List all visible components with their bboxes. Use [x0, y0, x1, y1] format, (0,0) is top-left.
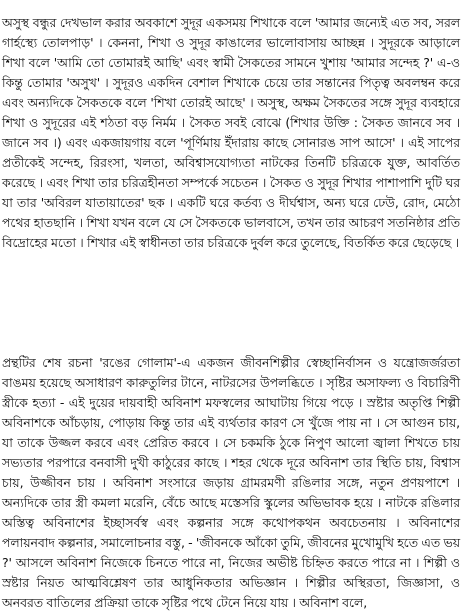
paragraph-shikha-sudur-saikat: অসুস্থ বন্ধুর দেখভাল করার অবকাশে সুদূর একসময় শিখাকে বলে 'আমার জন্যেই এত সব, সরল গার্হস্থ্যে তোলপাড়' । কেননা, শিখা ও সুদূর কাঙালের ভালোবাসায় আচ্ছন্ন । সুদূরকে আড়ালে শিখা বলে 'আমি তো তোমারই আছি' এবং স্বামী সৈকতের সামনে খুশায় 'আমার সন্দেহ ?' এ-ও কিন্তু তোমার 'অসুখ' । সুদূরও একদিন বেশাল শিখাকে চেয়ে তার সন্তানের পিতৃত্ব অবলম্বন করে এবং অন্যদিকে সৈকতকে বলে 'শিখা তোরই আছে' । অসুস্থ, অক্ষম সৈকতের সঙ্গে সুদূর ব্যবহারে শিখা ও সুদূরের এই শঠতা বড় নির্মম । সৈকত সবই বোঝে (শিখার উক্তি : সৈকত জানবে সব । জানে সব ।) এবং একজায়গায় বলে 'পূর্ণিমায় ইঁদারায় কাছে সোনারঙ সাপ আসে' । এই সাপের প্রতীকেই সন্দেহ, রিরংসা, খলতা, অবিশ্বাসযোগ্যতা নাটকের তিনটি চরিত্রকে যুক্ত, আবর্তিত করেছে । এবং শিখা তার চরিত্রহীনতা সম্পর্কে সচেতন । সৈকত ও সুদূর শিখার পাশাপাশি দুটি ঘর যা তার 'অবিরল যাতায়াতের' ছক । একটি ঘরে কর্তব্য ও দীর্ঘশ্বাস, অন্য ঘরে ঢেউ, রোদ, মেঠো পথের হাতছানি । শিখা যখন বলে যে সে সৈকতকে ভালবাসে, তখন তার আচরণ সতনিষ্ঠার প্রতি বিদ্রোহের মতো । শিখার এই স্বাধীনতা তার চরিত্রকে দুর্বল করে তুলেছে, বিতর্কিত করে ছেড়েছে ।: [2, 14, 460, 251]
paragraph-ranger-golam: প্রন্থটির শেষ রচনা 'রঙের গোলাম'-এ একজন জীবনশিল্পীর স্বেচ্ছানির্বাসন ও যন্ত্রোজর্জরতা বাঙময় হয়েছে অসাধারণ কারুতুলির টানে, নাটরসের উপলব্ধিতে । সৃষ্টির অসাফল্য ও বিচারিণী স্ত্রীকে হত্যা - এই দুয়ের দায়বাহী অবিনাশ মফস্বলের আঘাটায় গিয়ে পড়ে । স্রষ্টার অতৃপ্তি শিল্পী অবিনাশকে আঁচড়ায়, পোড়ায় কিন্তু তার এই ব্যর্থতার কারণ সে খুঁজে পায় না । সে আগুন চায়, যা তাকে উজ্জল করবে এবং প্রেরিত করবে । সে চকমকি ঠুকে নিপুণ আলো জ্বালা শিখতে চায় সভ্যতার পরপারে বনবাসী দুখী কাঠুরের কাছে । শহর থেকে দূরে অবিনাশ তার স্থিতি চায়, বিশ্বাস চায়, উজ্জীবন চায় । অবিনাশ সংসারে জড়ায় গ্রামরমণী রঙিলার সঙ্গে, নতুন প্রণয়পাশে । অন্যদিকে তার স্ত্রী কমলা মরেনি, বেঁচে আছে মস্তেসরি স্কুলের অভিভাবক হয়ে । নাটকে রঙিলার অস্তিত্ব অবিনাশের ইচ্ছাসর্বস্ব এবং কল্পনার সঙ্গে কথোপকথন অবচেতনায় । অবিনাশের পলায়নবাদ কল্পনার, সমালোচনার বস্তু, - 'জীবনকে আঁকো তুমি, জীবনের মুখোমুখি হতে এত ভয় ?' আসলে অবিনাশ নিজেকে চিনতে পারে না, নিজের অভীষ্ট চিহ্নিত করতে পারে না । শিল্পী ও স্রষ্টার নিয়ত আত্মবিশ্লেষণ তার আধুনিকতার অভিজ্ঞান । শিল্পীর অস্থিরতা, জিজ্ঞাসা, ও অনবরত বাতিলের প্রক্রিয়া তাকে সৃষ্টির পথে টেনে নিয়ে যায় । অবিনাশ বলে,: [2, 354, 460, 611]
